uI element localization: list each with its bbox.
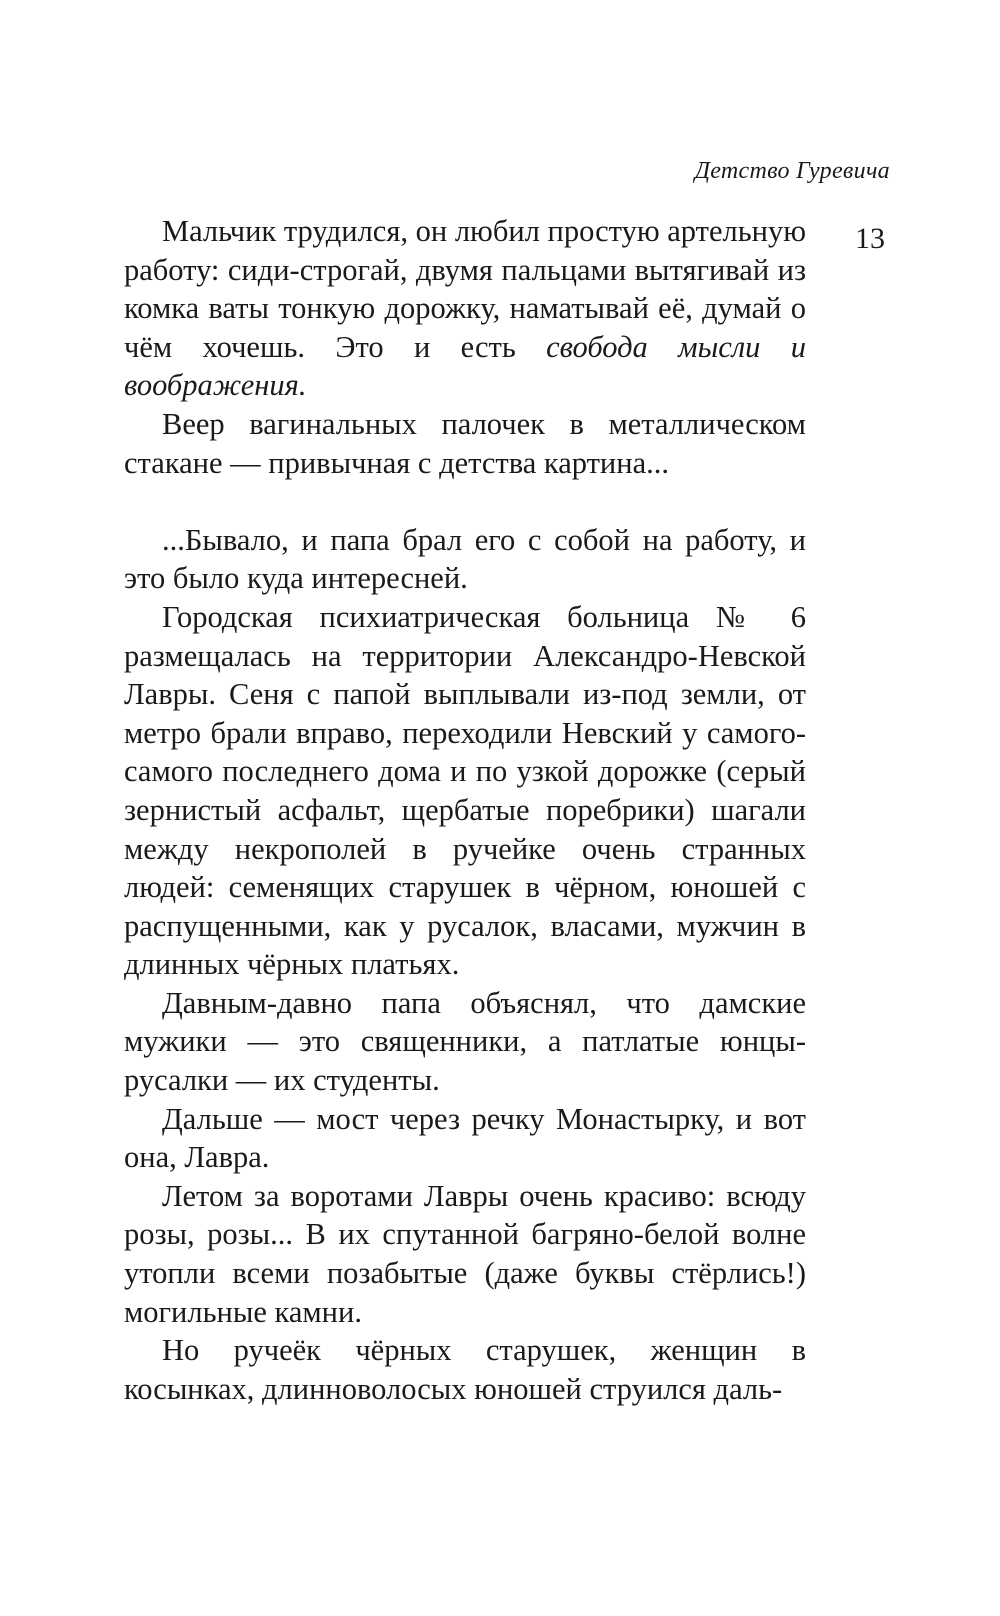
paragraph: Городская психиатрическая больница № 6 размещалась на территории Александро-Невской Лавры. Сеня с папой выплывали из-под земли, от метро брали вправо, переходили Невский у самого-самого последнего дома и по узкой дорожке (серый зернистый асфальт, щербатые поребрики) шагали между некрополей в ручейке очень странных людей: семенящих старушек в чёрном, юношей с распущенными, как у русалок, власами, мужчин в длинных чёрных платьях. xyxy=(124,599,806,982)
paragraph: Дальше — мост через речку Монастырку, и вот она, Лавра. xyxy=(124,1101,806,1175)
paragraph: ...Бывало, и папа брал его с собой на работу, и это было куда интересней. xyxy=(124,522,806,596)
paragraph: Летом за воротами Лавры очень красиво: всюду розы, розы... В их спутанной багряно-белой волне утопли всеми позабытые (даже буквы стёрлись!) могильные камни. xyxy=(124,1178,806,1329)
paragraph: Давным-давно папа объяснял, что дамские мужики — это священники, а патлатые юнцы-русалки — их студенты. xyxy=(124,985,806,1098)
page-number: 13 xyxy=(855,222,885,255)
paragraph xyxy=(124,212,806,405)
section-break xyxy=(124,482,806,521)
paragraph-text: Мальчик трудился, он любил простую артельную работу: сиди-строгай, двумя пальцами вытягивай из комка ваты тонкую дорожку, наматывай её, думай о чём хочешь. Это и есть xyxy=(124,214,806,364)
paragraph: Но ручеёк чёрных старушек, женщин в косынках, длинноволосых юношей струился даль- xyxy=(124,1333,806,1406)
running-head: Детство Гуревича xyxy=(694,158,890,184)
paragraph: Веер вагинальных палочек в металлическом стакане — привычная с детства картина... xyxy=(124,406,806,480)
body-text xyxy=(124,212,806,1408)
italic-phrase: свобода мысли и воображения. xyxy=(124,329,806,403)
